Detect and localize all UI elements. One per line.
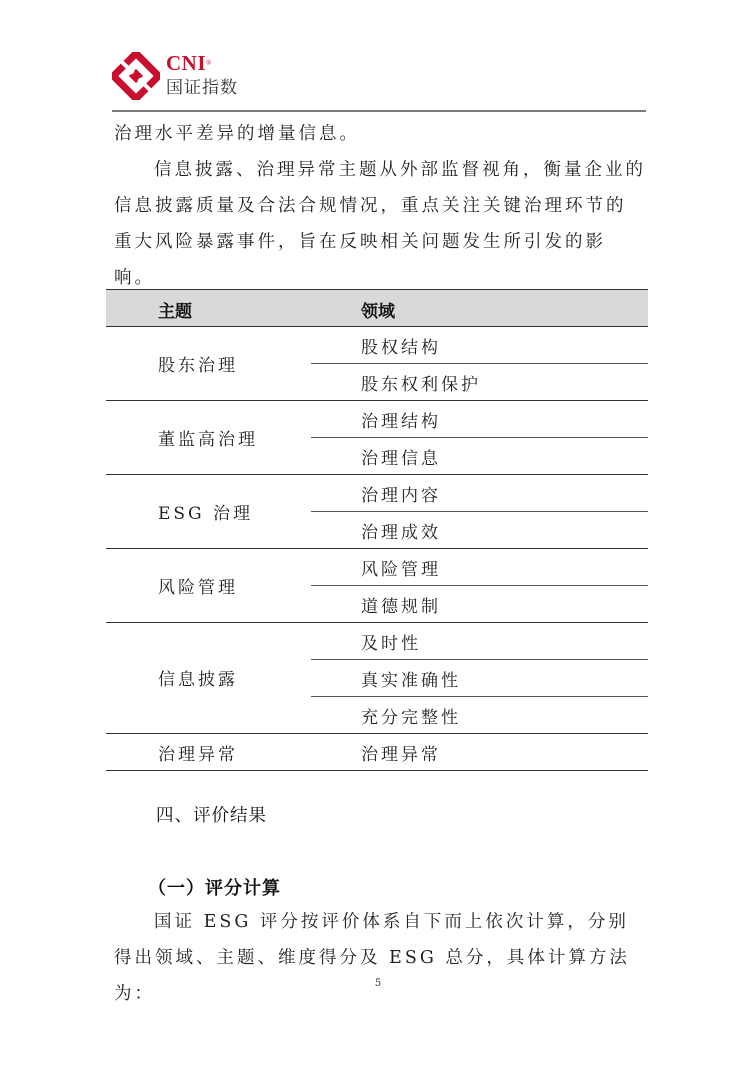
table-row-group [106, 734, 648, 771]
field-cell: 充分完整性 [311, 696, 648, 733]
field-cell: 治理内容 [361, 486, 441, 506]
field-cell: 治理成效 [311, 511, 648, 548]
topic-cell: 信息披露 [158, 670, 238, 690]
table-row-group [106, 327, 648, 401]
cni-logo-icon [112, 52, 160, 100]
header-divider [112, 110, 646, 112]
table-row-group [106, 549, 648, 623]
page-header [112, 44, 647, 108]
field-cell: 风险管理 [361, 560, 441, 580]
field-cell: 真实准确性 [311, 659, 648, 696]
section-heading: 四、评价结果 [156, 806, 267, 826]
header-topic: 主题 [158, 302, 192, 322]
paragraph-scoring: 国证 ESG 评分按评价体系自下而上依次计算，分别得出领域、主题、维度得分及 ESG 总分，具体计算方法为： [114, 912, 630, 1004]
table-header-row [106, 289, 648, 327]
header-field: 领域 [361, 302, 395, 322]
topic-cell: 股东治理 [158, 356, 238, 376]
field-cell: 治理信息 [311, 437, 648, 474]
field-cell: 治理异常 [361, 745, 441, 765]
topic-cell: 董监高治理 [158, 430, 258, 450]
field-cell: 及时性 [361, 634, 421, 654]
subsection-heading: （一）评分计算 [148, 878, 281, 899]
page-number: 5 [374, 978, 382, 989]
governance-topics-table [106, 289, 648, 771]
logo-chinese-text: 国证指数 [166, 78, 238, 98]
logo-brand-text: CNI® [166, 51, 212, 75]
table-row-group [106, 623, 648, 734]
topic-cell: 治理异常 [158, 745, 238, 765]
field-cell: 股权结构 [361, 338, 441, 358]
topic-cell: 风险管理 [158, 578, 238, 598]
field-cell: 治理结构 [361, 412, 441, 432]
table-row-group [106, 475, 648, 549]
paragraph-continued: 治理水平差异的增量信息。 [114, 124, 360, 144]
field-cell: 股东权利保护 [311, 363, 648, 400]
table-row-group [106, 401, 648, 475]
paragraph-disclosure: 信息披露、治理异常主题从外部监督视角，衡量企业的信息披露质量及合法合规情况，重点关注关键治理环节的重大风险暴露事件，旨在反映相关问题发生所引发的影响。 [114, 160, 646, 288]
topic-cell: ESG 治理 [158, 504, 254, 524]
field-cell: 道德规制 [311, 585, 648, 622]
